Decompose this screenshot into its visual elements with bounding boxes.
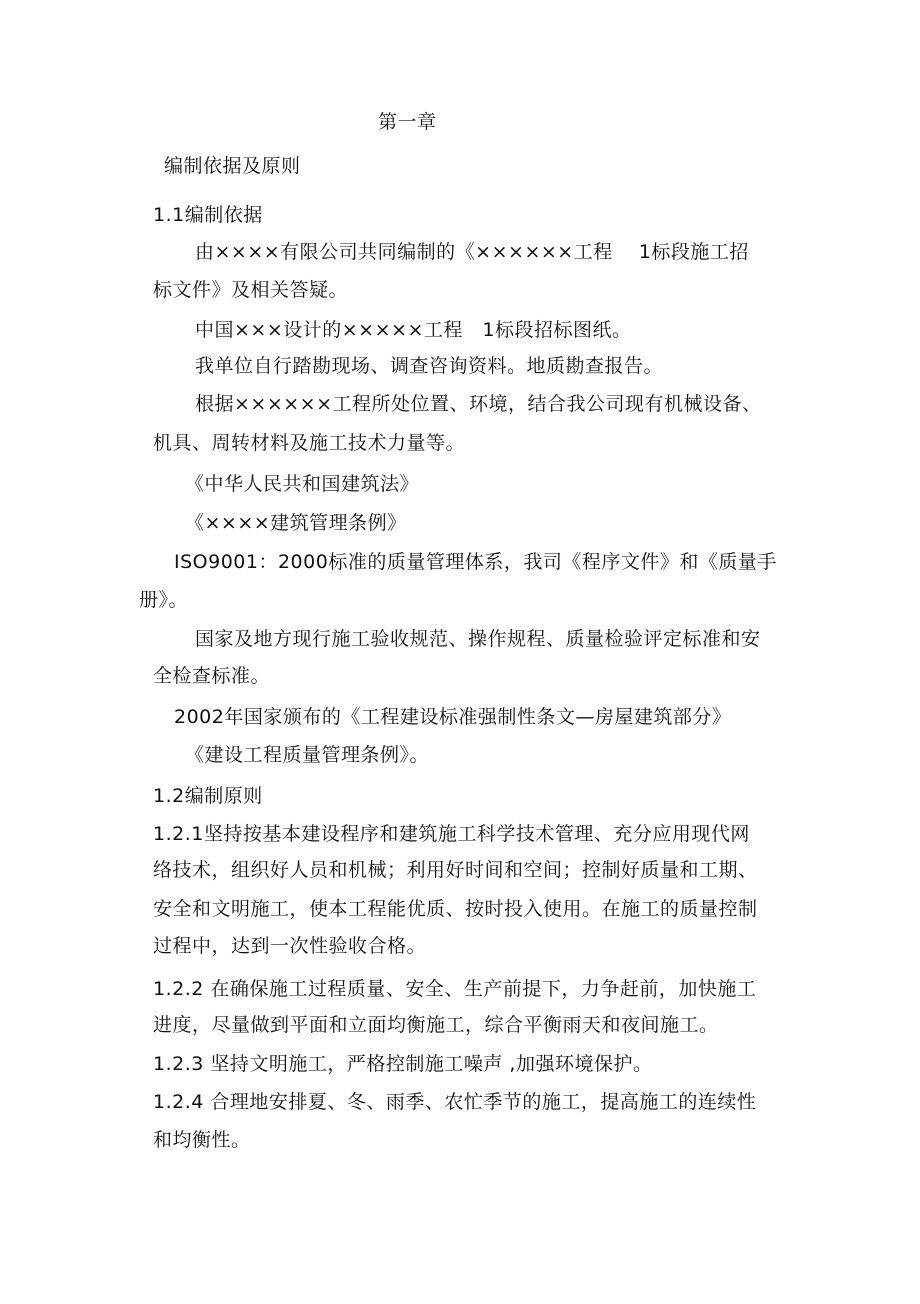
basis-line: ISO9001：2000标准的质量管理体系，我司《程序文件》和《质量手 <box>174 551 777 573</box>
principles-line: 过程中，达到一次性验收合格。 <box>153 935 427 957</box>
section-heading-principles: 1.2编制原则 <box>153 785 263 807</box>
basis-line: 由××××有限公司共同编制的《××××××工程 1标段施工招 <box>195 241 749 263</box>
principles-line: 1.2.1坚持按基本建设程序和建筑施工科学技术管理、充分应用现代网 <box>153 823 750 845</box>
principles-line: 进度，尽量做到平面和立面均衡施工，综合平衡雨天和夜间施工。 <box>153 1014 719 1036</box>
principles-line: 和均衡性。 <box>153 1129 251 1151</box>
basis-line: 全检查标准。 <box>153 665 271 687</box>
principles-line: 1.2.2 在确保施工过程质量、安全、生产前提下，力争赶前，加快施工 <box>153 978 757 1000</box>
basis-line: 2002年国家颁布的《工程建设标准强制性条文—房屋建筑部分》 <box>174 706 732 728</box>
principles-line: 络技术，组织好人员和机械；利用好时间和空间；控制好质量和工期、 <box>153 859 758 881</box>
basis-line: 根据××××××工程所处位置、环境，结合我公司现有机械设备、 <box>195 393 762 415</box>
chapter-title: 第一章 <box>378 111 437 133</box>
basis-line: 《中华人民共和国建筑法》 <box>185 473 420 495</box>
section-heading-basis: 1.1编制依据 <box>153 204 263 226</box>
basis-line: 册》。 <box>139 589 189 611</box>
principles-line: 安全和文明施工，使本工程能优质、按时投入使用。在施工的质量控制 <box>153 898 758 920</box>
basis-line: 《××××建筑管理条例》 <box>185 512 407 534</box>
basis-line: 标文件》及相关答疑。 <box>153 279 349 301</box>
basis-line: 我单位自行踏勘现场、调查咨询资料。地质勘查报告。 <box>195 355 664 377</box>
principles-line: 1.2.3 坚持文明施工，严格控制施工噪声 ,加强环境保护。 <box>153 1053 653 1075</box>
principles-line: 1.2.4 合理地安排夏、冬、雨季、农忙季节的施工，提高施工的连续性 <box>153 1091 757 1113</box>
basis-line: 《建设工程质量管理条例》。 <box>185 744 430 766</box>
basis-line: 机具、周转材料及施工技术力量等。 <box>153 432 466 454</box>
basis-line: 中国×××设计的×××××工程 1标段招标图纸。 <box>195 319 632 341</box>
chapter-subtitle: 编制依据及原则 <box>164 155 301 177</box>
basis-line: 国家及地方现行施工验收规范、操作规程、质量检验评定标准和安 <box>195 628 761 650</box>
